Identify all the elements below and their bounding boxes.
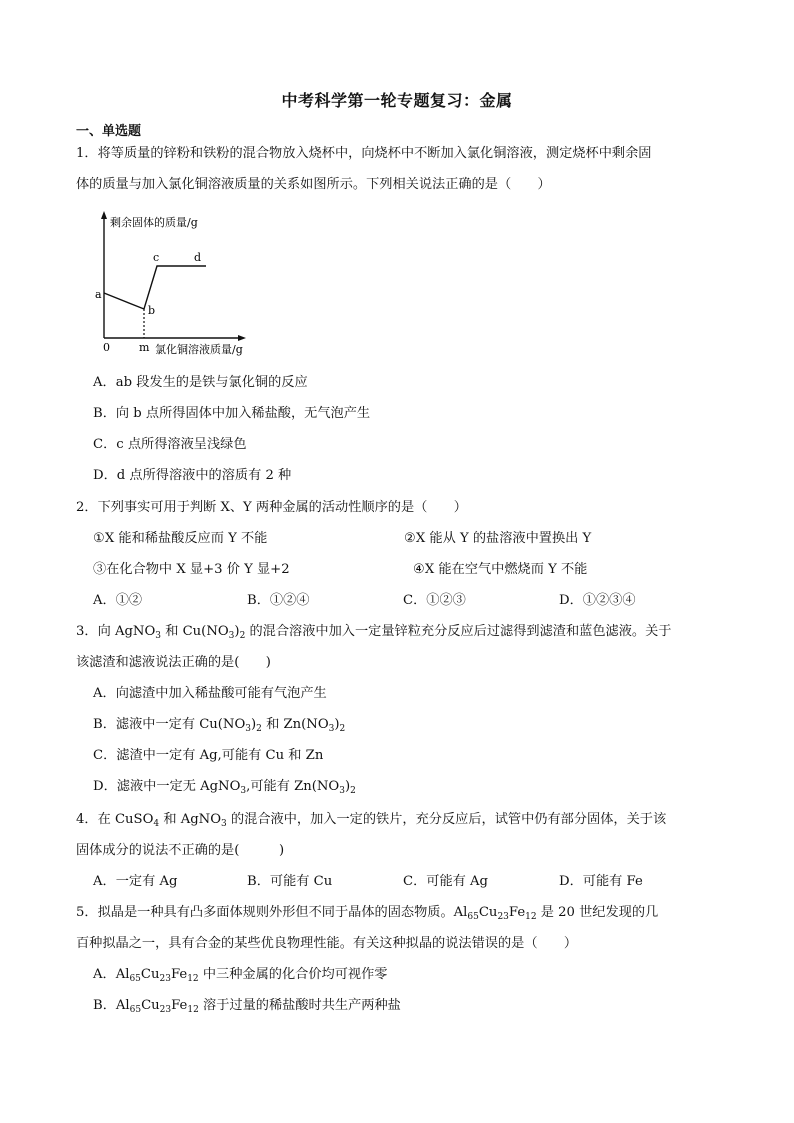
q1-chart: [86, 206, 256, 356]
q4-stem-line2: 固体成分的说法不正确的是( ): [76, 843, 285, 858]
q3-stem-line2: 该滤渣和滤液说法正确的是( ): [76, 655, 271, 670]
q1-option-c: C．c 点所得溶液呈浅绿色: [93, 437, 247, 452]
q3-stem-line1: 3．向 AgNO$_3$ 和 $Cu(NO_3)_2$ 的混合溶液中加入一定量锌粒充分反应后过滤得到滤渣和蓝色滤液。关于: [76, 624, 672, 641]
q3-option-a: A．向滤渣中加入稀盐酸可能有气泡产生: [93, 686, 327, 701]
q2-fact-4: ④X 能在空气中燃烧而 Y 不能: [413, 562, 588, 577]
q2-fact-2: ②X 能从 Y 的盐溶液中置换出 Y: [404, 531, 592, 546]
point-a-label: a: [95, 288, 102, 301]
q1-option-d: D．d 点所得溶液中的溶质有 2 种: [93, 468, 292, 483]
q1-stem-line2: 体的质量与加入氯化铜溶液质量的关系如图所示。下列相关说法正确的是（ ）: [76, 177, 551, 192]
x-axis-label: 氯化铜溶液质量/g: [155, 343, 243, 356]
q4-option-d: D．可能有 Fe: [559, 874, 643, 889]
q1-option-b: B．向 b 点所得固体中加入稀盐酸，无气泡产生: [93, 406, 371, 421]
q4-option-c: C．可能有 Ag: [403, 874, 488, 889]
origin-label: 0: [103, 341, 110, 354]
q3-option-c: C．滤渣中一定有 Ag,可能有 Cu 和 Zn: [93, 748, 324, 763]
series-line: [104, 266, 206, 309]
q4-option-a: A．一定有 Ag: [93, 874, 178, 889]
q2-option-a: A．①②: [93, 593, 143, 608]
q5-stem-line2: 百种拟晶之一，具有合金的某些优良物理性能。有关这种拟晶的说法错误的是（ ）: [76, 936, 578, 951]
tick-m-label: m: [139, 341, 150, 354]
section-heading: 一、单选题: [76, 124, 142, 139]
point-c-label: c: [153, 251, 160, 264]
x-axis-arrow: [238, 335, 246, 341]
q2-fact-3: ③在化合物中 X 显+3 价 Y 显+2: [93, 562, 290, 577]
q2-option-c: C．①②③: [403, 593, 466, 608]
q2-fact-1: ①X 能和稀盐酸反应而 Y 不能: [93, 531, 268, 546]
q3-option-b: B．滤液中一定有 $Cu(NO_3)_2$ 和 $Zn(NO_3)_2$: [93, 717, 346, 734]
page-title: 中考科学第一轮专题复习：金属: [281, 91, 513, 110]
q1-stem-line1: 1．将等质量的锌粉和铁粉的混合物放入烧杯中，向烧杯中不断加入氯化铜溶液，测定烧杯中剩余固: [76, 146, 652, 161]
q2-option-b: B．①②④: [247, 593, 310, 608]
q5-stem-line1: 5．拟晶是一种具有凸多面体规则外形但不同于晶体的固态物质。$Al_{65}Cu_{23}Fe_{12}$ 是 20 世纪发现的几: [76, 905, 659, 922]
q4-option-b: B．可能有 Cu: [247, 874, 333, 889]
q3-option-d: D．滤液中一定无 AgNO$_3$,可能有 $Zn(NO_3)_2$: [93, 779, 356, 796]
q1-option-a: A．ab 段发生的是铁与氯化铜的反应: [93, 375, 308, 390]
q2-option-d: D．①②③④: [559, 593, 636, 608]
y-axis-arrow: [101, 211, 107, 219]
q5-option-a: A．$Al_{65}Cu_{23}Fe_{12}$ 中三种金属的化合价均可视作零: [93, 967, 388, 984]
y-axis-label: 剩余固体的质量/g: [110, 216, 198, 229]
q2-stem: 2．下列事实可用于判断 X、Y 两种金属的活动性顺序的是（ ）: [76, 500, 467, 515]
q5-option-b: B．$Al_{65}Cu_{23}Fe_{12}$ 溶于过量的稀盐酸时共生产两种盐: [93, 998, 401, 1015]
point-d-label: d: [194, 251, 202, 264]
q4-stem-line1: 4．在 CuSO$_4$ 和 AgNO$_3$ 的混合液中，加入一定的铁片，充分反应后，试管中仍有部分固体，关于该: [76, 812, 667, 829]
point-b-label: b: [148, 304, 156, 317]
